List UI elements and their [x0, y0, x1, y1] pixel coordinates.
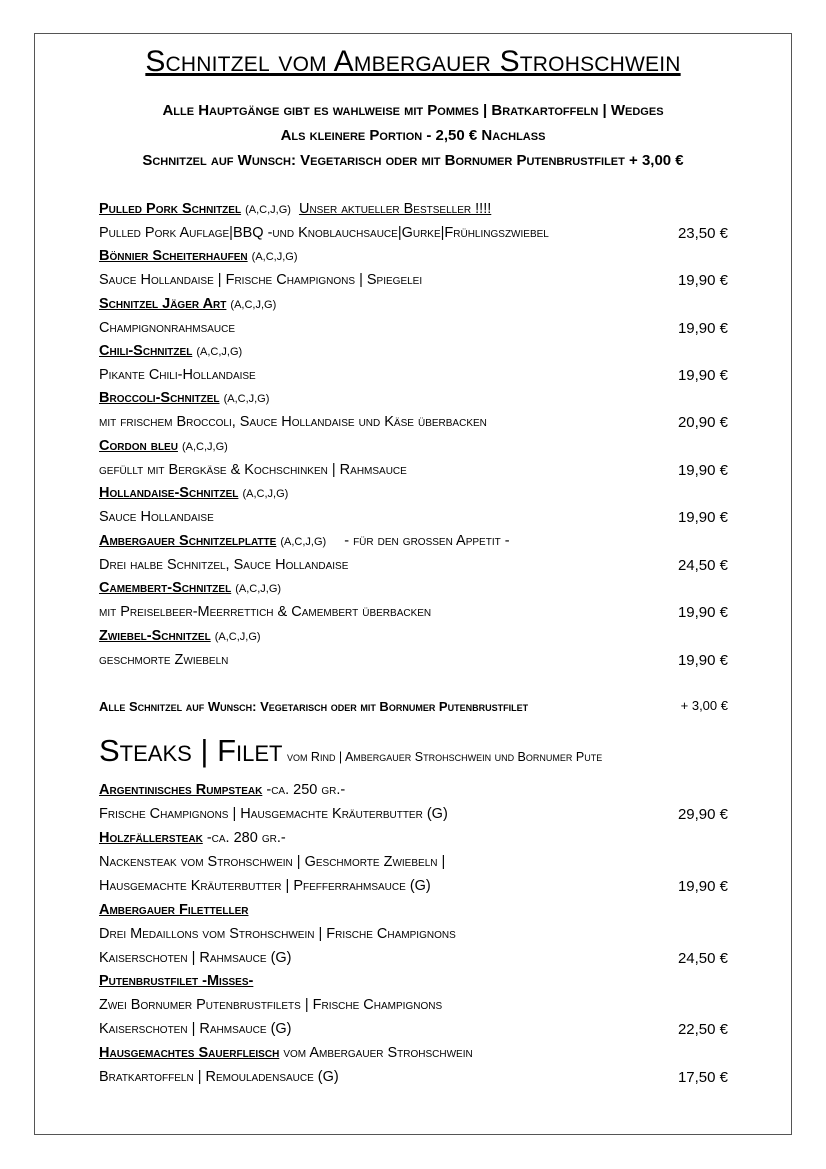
menu-item-name-line: [99, 533, 510, 549]
item-price: 19,90 €: [677, 604, 728, 621]
item-name: Camembert-Schnitzel: [99, 580, 232, 596]
schnitzel-note: Alle Schnitzel auf Wunsch: Vegetarisch oder mit Bornumer Putenbrustfilet: [99, 699, 529, 714]
item-desc: Kaiserschoten | Rahmsauce (G): [99, 950, 292, 966]
item-suffix: -ca. 250 gr.-: [266, 782, 346, 798]
menu-item-name-line: [99, 248, 298, 264]
item-name: Zwiebel-Schnitzel: [99, 628, 211, 644]
item-name: Hollandaise-Schnitzel: [99, 485, 239, 501]
item-price: 19,90 €: [677, 509, 728, 526]
item-name: Ambergauer Schnitzelplatte: [99, 533, 277, 549]
item-desc: Sauce Hollandaise | Frische Champignons | Spiegelei: [99, 272, 423, 288]
item-name: Cordon bleu: [99, 438, 178, 454]
menu-item-name-line: [99, 782, 345, 798]
item-desc: gefüllt mit Bergkäse & Kochschinken | Rahmsauce: [99, 462, 407, 478]
item-allergens: (A,C,J,G): [245, 204, 291, 216]
item-desc: Champignonrahmsauce: [99, 320, 236, 336]
item-allergens: (A,C,J,G): [230, 299, 277, 311]
item-name: Ambergauer Filetteller: [99, 902, 249, 918]
subtitle-line-3: Schnitzel auf Wunsch: Vegetarisch oder mit Bornumer Putenbrustfilet + 3,00 €: [142, 152, 684, 169]
item-desc: mit frischem Broccoli, Sauce Hollandaise und Käse überbacken: [99, 414, 487, 430]
menu-item-name-line: [99, 296, 276, 312]
item-allergens: (A,C,J,G): [214, 631, 261, 643]
item-name: Holzfällersteak: [99, 830, 203, 846]
item-extra: - für den großen Appetit -: [344, 533, 510, 549]
item-price: 20,90 €: [677, 414, 728, 431]
item-price: 19,90 €: [677, 320, 728, 337]
menu-item-name-line: [99, 973, 253, 989]
item-desc: Drei halbe Schnitzel, Sauce Hollandaise: [99, 557, 349, 573]
item-price: 23,50 €: [677, 225, 728, 242]
item-desc: Pikante Chili-Hollandaise: [99, 367, 256, 383]
item-price: 24,50 €: [677, 557, 728, 574]
item-allergens: (A,C,J,G): [181, 441, 228, 453]
item-name: Hausgemachtes Sauerfleisch: [99, 1045, 280, 1061]
item-name: Pulled Pork Schnitzel: [99, 201, 242, 217]
item-desc: Pulled Pork Auflage|BBQ -und Knoblauchsauce|Gurke|Frühlingszwiebel: [99, 225, 549, 241]
item-price: 17,50 €: [677, 1069, 728, 1086]
subtitle-line-1: Alle Hauptgänge gibt es wahlweise mit Pommes | Bratkartoffeln | Wedges: [162, 102, 664, 119]
item-name: Broccoli-Schnitzel: [99, 390, 220, 406]
item-allergens: (A,C,J,G): [235, 583, 282, 595]
item-suffix: vom Ambergauer Strohschwein: [283, 1045, 473, 1061]
item-price: 19,90 €: [677, 652, 728, 669]
item-price: 19,90 €: [677, 878, 728, 895]
item-price: 29,90 €: [677, 806, 728, 823]
item-desc: Drei Medaillons vom Strohschwein | Frische Champignons: [99, 926, 456, 942]
item-allergens: (A,C,J,G): [280, 536, 327, 548]
item-desc: geschmorte Zwiebeln: [99, 652, 229, 668]
steaks-heading-line: [99, 733, 602, 769]
item-name: Chili-Schnitzel: [99, 343, 193, 359]
item-desc: Zwei Bornumer Putenbrustfilets | Frische Champignons: [99, 997, 443, 1013]
menu-item-name-line: [99, 201, 491, 217]
menu-item-name-line: [99, 1045, 473, 1061]
page-title: Schnitzel vom Ambergauer Strohschwein: [145, 45, 681, 78]
item-allergens: (A,C,J,G): [251, 251, 298, 263]
item-price: 24,50 €: [677, 950, 728, 967]
menu-item-name-line: [99, 830, 286, 846]
subtitle-line-2: Als kleinere Portion - 2,50 € Nachlass: [280, 127, 546, 144]
menu-item-name-line: [99, 628, 261, 644]
menu-item-name-line: [99, 343, 242, 359]
menu-item-name-line: [99, 485, 288, 501]
item-desc: Bratkartoffeln | Remouladensauce (G): [99, 1069, 339, 1085]
menu-item-name-line: [99, 390, 269, 406]
schnitzel-note-price: + 3,00 €: [680, 698, 728, 713]
item-name: Argentinisches Rumpsteak: [99, 782, 263, 798]
item-desc: mit Preiselbeer-Meerrettich & Camembert überbacken: [99, 604, 432, 620]
item-allergens: (A,C,J,G): [242, 488, 289, 500]
steaks-heading: Steaks | Filet: [99, 733, 283, 768]
item-desc: Hausgemachte Kräuterbutter | Pfefferrahmsauce (G): [99, 878, 431, 894]
item-allergens: (A,C,J,G): [223, 393, 270, 405]
item-allergens: (A,C,J,G): [196, 346, 243, 358]
menu-item-name-line: [99, 438, 228, 454]
item-price: 19,90 €: [677, 462, 728, 479]
item-price: 22,50 €: [677, 1021, 728, 1038]
item-name: Putenbrustfilet -Misses-: [99, 973, 254, 989]
item-extra: Unser aktueller Bestseller !!!!: [298, 201, 492, 217]
steaks-subheading: vom Rind | Ambergauer Strohschwein und Bornumer Pute: [286, 750, 603, 764]
item-desc: Sauce Hollandaise: [99, 509, 214, 525]
item-name: Schnitzel Jäger Art: [99, 296, 227, 312]
item-desc: Kaiserschoten | Rahmsauce (G): [99, 1021, 292, 1037]
menu-item-name-line: [99, 580, 281, 596]
item-name: Bönnier Scheiterhaufen: [99, 248, 248, 264]
item-price: 19,90 €: [677, 272, 728, 289]
item-price: 19,90 €: [677, 367, 728, 384]
item-suffix: -ca. 280 gr.-: [206, 830, 286, 846]
item-desc: Nackensteak vom Strohschwein | Geschmorte Zwiebeln |: [99, 854, 446, 870]
item-desc: Frische Champignons | Hausgemachte Kräuterbutter (G): [99, 806, 448, 822]
menu-item-name-line: [99, 902, 248, 918]
